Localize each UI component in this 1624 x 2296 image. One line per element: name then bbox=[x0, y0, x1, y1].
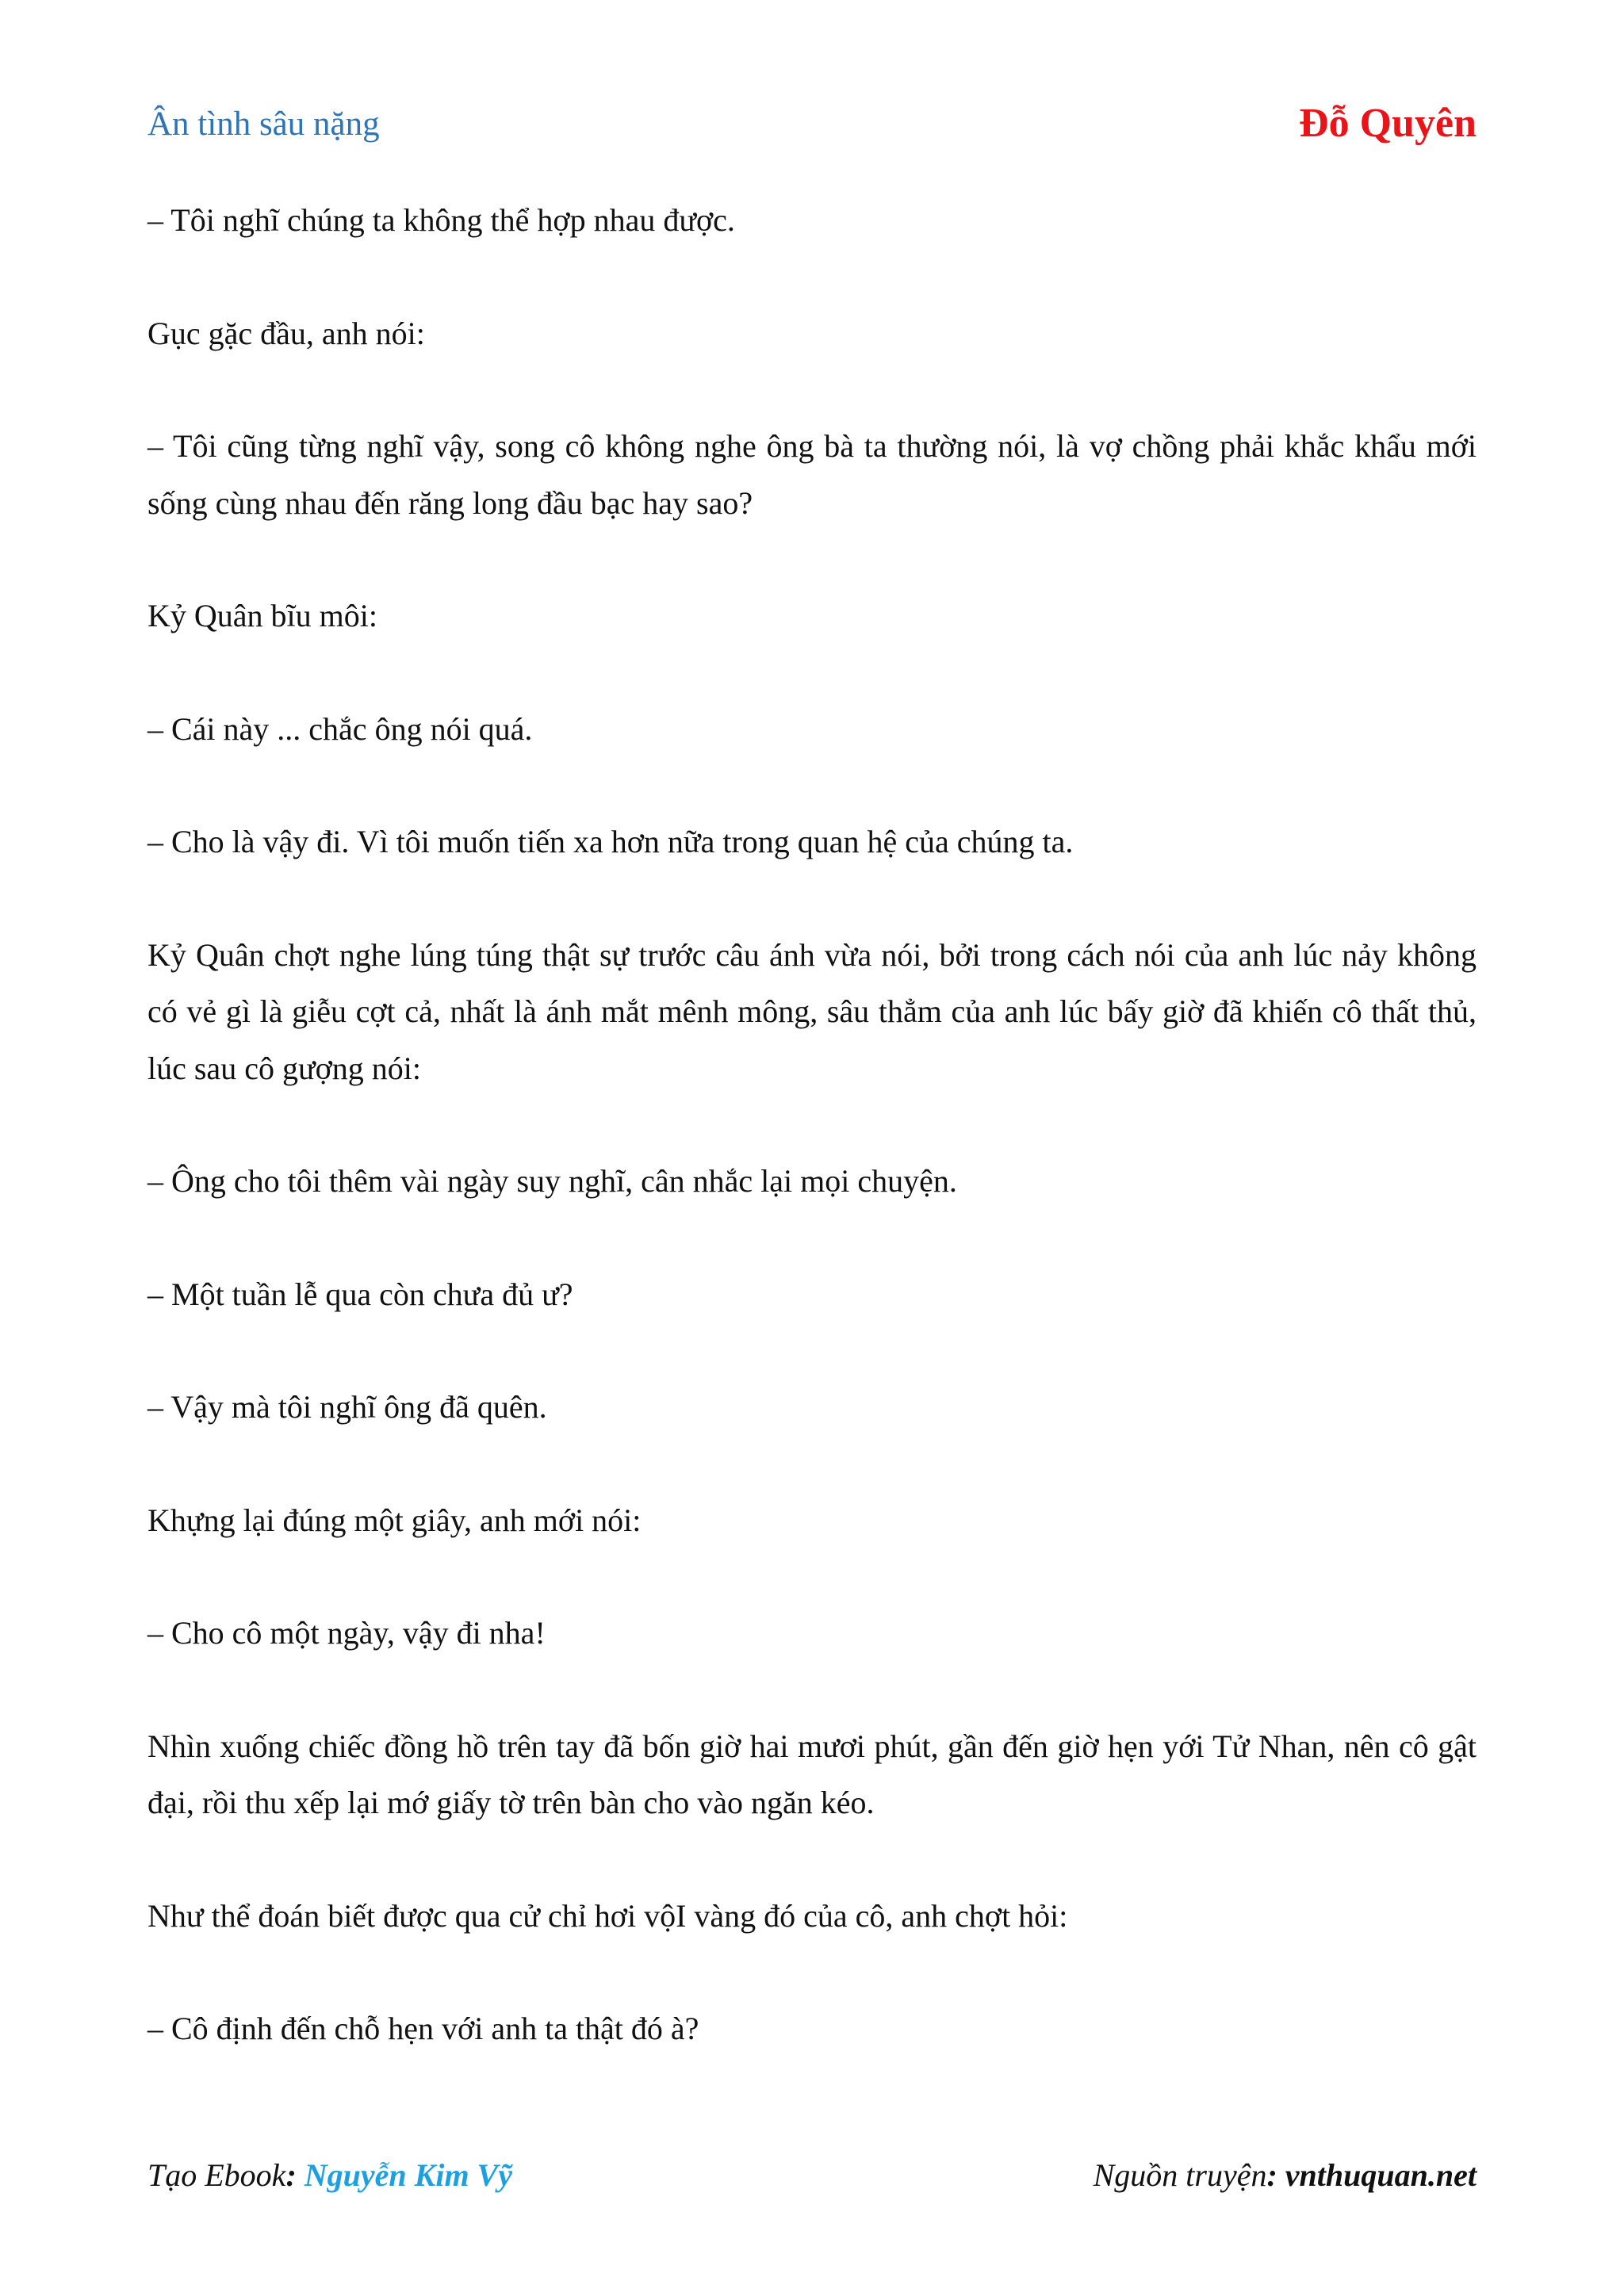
paragraph: – Vậy mà tôi nghĩ ông đã quên. bbox=[147, 1389, 547, 1425]
ebook-separator: : bbox=[285, 2157, 297, 2193]
paragraph: – Cái này ... chắc ông nói quá. bbox=[147, 710, 533, 747]
ebook-creator-name: Nguyễn Kim Vỹ bbox=[304, 2157, 512, 2193]
paragraph: Như thể đoán biết được qua cử chỉ hơi vộI vàng đó của cô, anh chợt hỏi: bbox=[147, 1897, 1068, 1934]
paragraph: – Tôi nghĩ chúng ta không thể hợp nhau được. bbox=[147, 202, 735, 238]
story-body bbox=[147, 192, 1477, 2114]
paragraph: Kỷ Quân chợt nghe lúng túng thật sự trước câu ánh vừa nói, bởi trong cách nói của anh lúc nảy không có vẻ gì là giễu cợt cả, nhất là ánh mắt mênh mông, sâu thẳm của anh lúc bấy giờ đã khiến cô thất thủ, lúc sau cô gượng nói: bbox=[147, 936, 1477, 1086]
author-name: Đỗ Quyên bbox=[1299, 101, 1477, 146]
story-source bbox=[1094, 2156, 1477, 2194]
source-site: vnthuquan.net bbox=[1285, 2157, 1477, 2193]
page-header bbox=[147, 100, 1477, 155]
paragraph: – Một tuần lễ qua còn chưa đủ ư? bbox=[147, 1276, 573, 1312]
ebook-label: Tạo Ebook bbox=[147, 2157, 286, 2193]
page-footer bbox=[147, 2156, 1477, 2204]
paragraph: – Tôi cũng từng nghĩ vậy, song cô không nghe ông bà ta thường nói, là vợ chồng phải khắc khẩu mới sống cùng nhau đến răng long đầu bạc hay sao? bbox=[147, 428, 1477, 521]
ebook-credit bbox=[147, 2156, 512, 2194]
paragraph: – Cô định đến chỗ hẹn với anh ta thật đó à? bbox=[147, 2011, 699, 2046]
paragraph: – Cho cô một ngày, vậy đi nha! bbox=[147, 1615, 546, 1651]
source-label: Nguồn truyện bbox=[1093, 2157, 1267, 2193]
book-title: Ân tình sâu nặng bbox=[147, 105, 380, 143]
paragraph: – Cho là vậy đi. Vì tôi muốn tiến xa hơn nữa trong quan hệ của chúng ta. bbox=[147, 824, 1074, 859]
paragraph: – Ông cho tôi thêm vài ngày suy nghĩ, cân nhắc lại mọi chuyện. bbox=[147, 1163, 957, 1199]
paragraph: Nhìn xuống chiếc đồng hồ trên tay đã bốn giờ hai mươi phút, gần đến giờ hẹn yới Tử Nhan, nên cô gật đại, rồi thu xếp lại mớ giấy tờ trên bàn cho vào ngăn kéo. bbox=[147, 1728, 1477, 1820]
paragraph: Gục gặc đầu, anh nói: bbox=[147, 315, 425, 351]
paragraph: Khựng lại đúng một giây, anh mới nói: bbox=[147, 1502, 642, 1538]
paragraph: Kỷ Quân bĩu môi: bbox=[147, 598, 377, 633]
source-separator: : bbox=[1266, 2157, 1277, 2193]
